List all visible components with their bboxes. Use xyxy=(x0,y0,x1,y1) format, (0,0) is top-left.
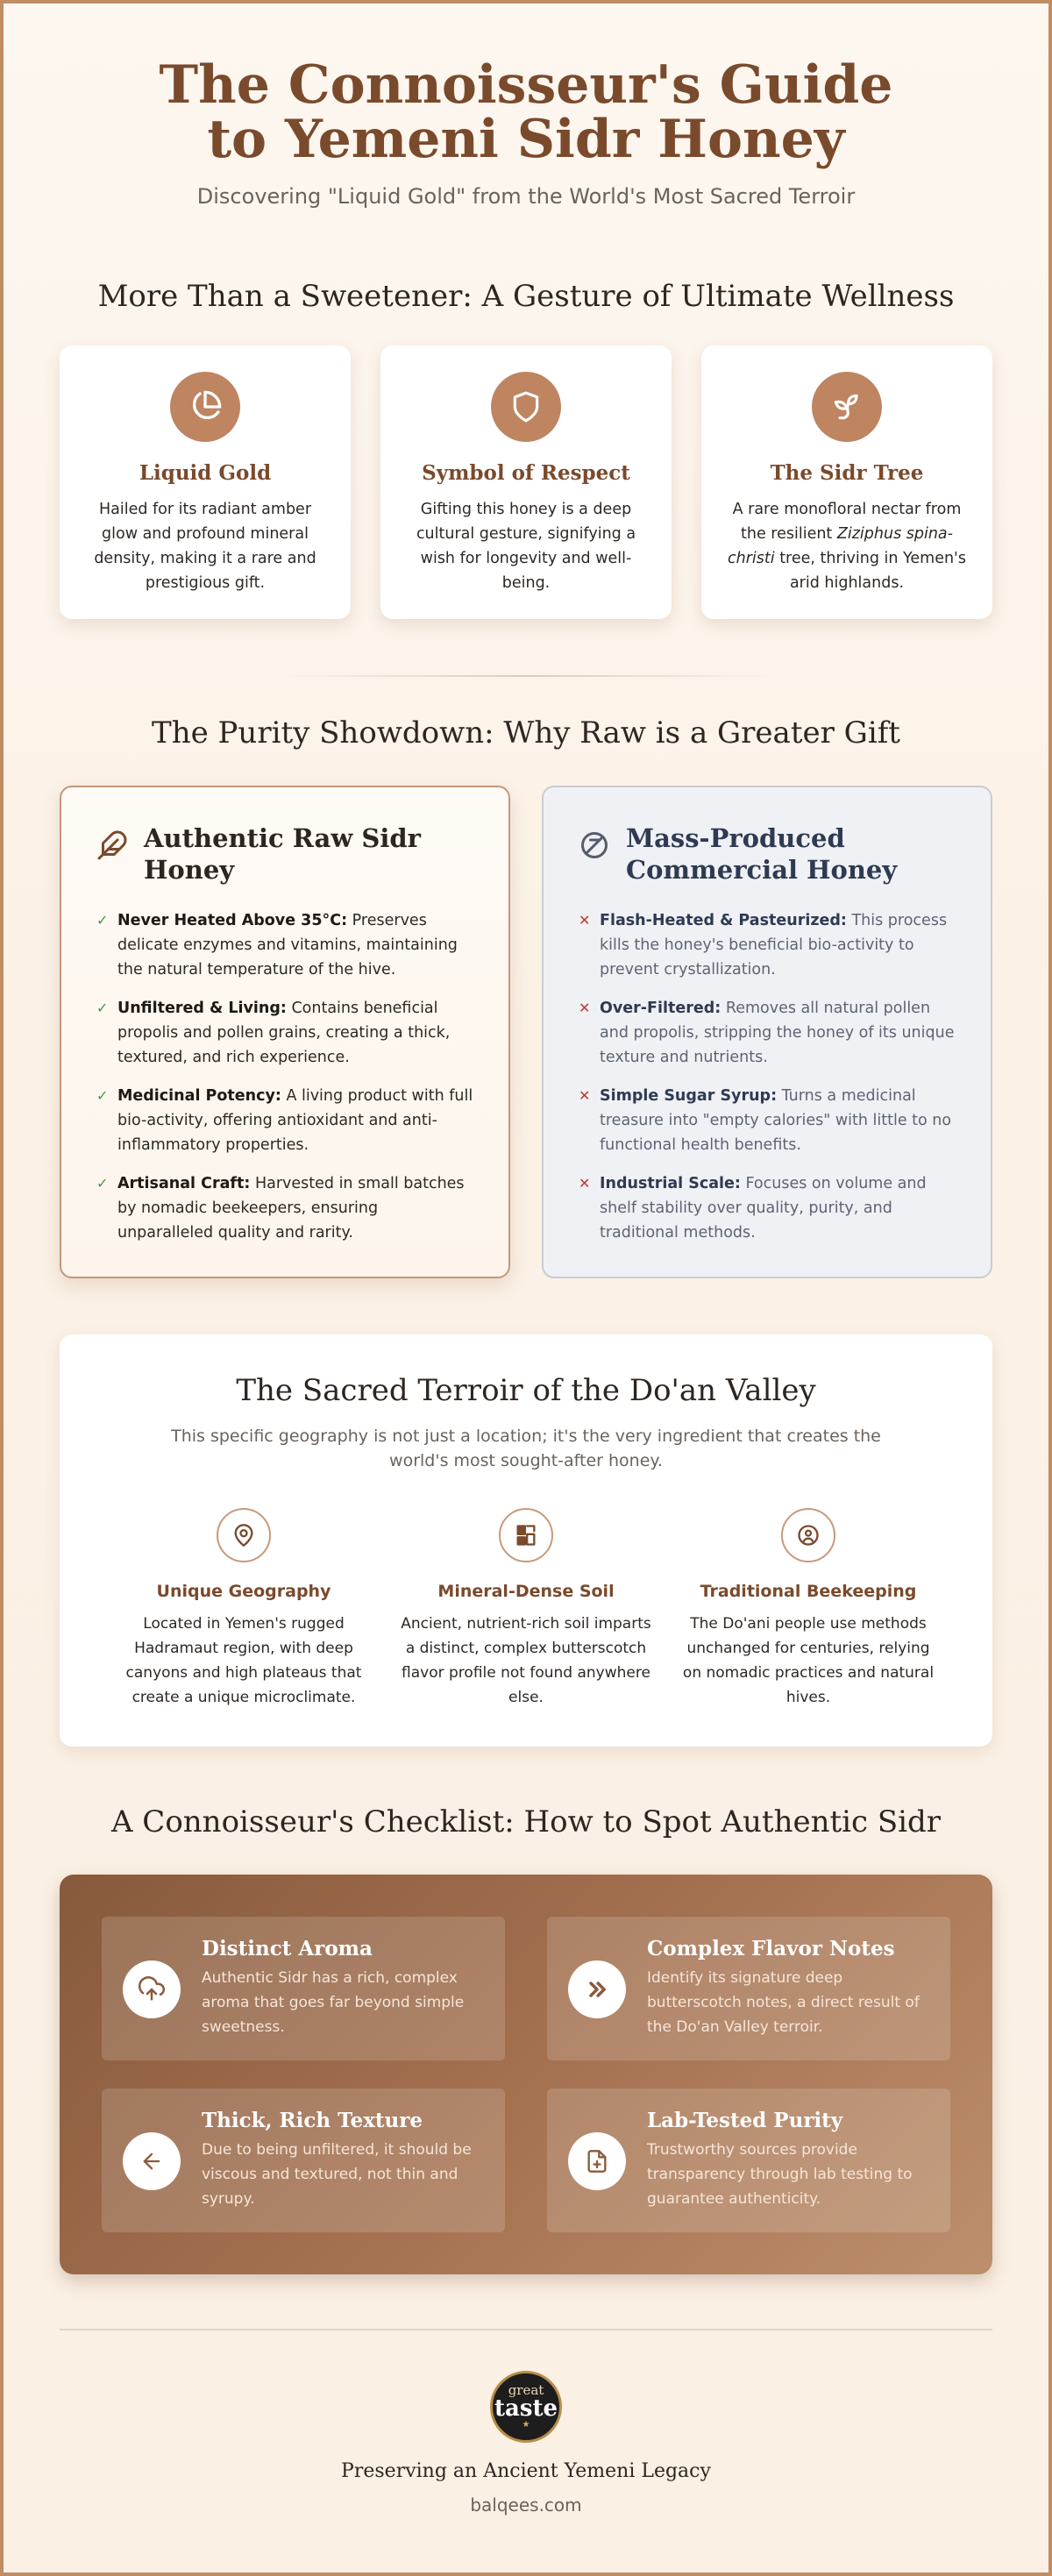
checklist-item-title: Thick, Rich Texture xyxy=(202,2109,423,2132)
map-pin-icon xyxy=(217,1508,271,1562)
card-title: The Sidr Tree xyxy=(770,461,924,485)
x-mark-icon: ✕ xyxy=(579,1175,591,1192)
purity-section-title: The Purity Showdown: Why Raw is a Greater Gift xyxy=(152,715,900,751)
double-chevron-right-icon xyxy=(568,1960,626,2018)
arrow-left-icon xyxy=(123,2132,181,2190)
checklist-panel xyxy=(60,1875,992,2274)
checklist-item-lab-tested xyxy=(547,2089,950,2232)
point-label: Artisanal Craft: xyxy=(117,1175,251,1192)
section-divider xyxy=(281,675,771,677)
point-text: This process kills the honey's beneficial bio-activity to prevent crystallization. xyxy=(600,912,948,978)
checklist-item-text: Trustworthy sources provide transparency through lab testing to guarantee authenticity. xyxy=(647,2141,913,2208)
list-item xyxy=(579,1084,959,1157)
list-item xyxy=(96,908,477,982)
checklist-item-aroma xyxy=(102,1917,505,2060)
checklist-item-flavor xyxy=(547,1917,950,2060)
purity-comparison xyxy=(60,786,992,1278)
list-item xyxy=(96,1171,477,1245)
checklist-item-title: Lab-Tested Purity xyxy=(647,2109,843,2132)
card-title: Liquid Gold xyxy=(139,461,272,485)
page-subtitle: Discovering "Liquid Gold" from the World's Most Sacred Terroir xyxy=(196,184,856,209)
card-text-part: A rare monofloral nectar from the resilient xyxy=(732,501,962,543)
page-title: The Connoisseur's Guide to Yemeni Sidr Honey xyxy=(159,54,893,170)
terroir-title: The Sacred Terroir of the Do'an Valley xyxy=(236,1373,816,1408)
terroir-section xyxy=(60,1334,992,1747)
checklist-item-texture xyxy=(102,2089,505,2232)
card-title: Symbol of Respect xyxy=(422,461,630,485)
badge-top-text: great xyxy=(508,2382,544,2398)
point-label: Industrial Scale: xyxy=(600,1175,741,1192)
wellness-cards xyxy=(60,345,992,619)
commercial-honey-panel xyxy=(542,786,992,1278)
x-mark-icon: ✕ xyxy=(579,1087,591,1104)
checklist-section-title: A Connoisseur's Checklist: How to Spot Authentic Sidr xyxy=(110,1804,942,1839)
point-label: Simple Sugar Syrup: xyxy=(600,1087,778,1105)
checklist-item-text: Due to being unfiltered, it should be viscous and textured, not thin and syrupy. xyxy=(202,2141,472,2208)
terroir-item-soil xyxy=(394,1508,658,1710)
terroir-item-title: Mineral-Dense Soil xyxy=(437,1582,615,1601)
point-text: A living product with full bio-activity, offering antioxidant and anti-inflammatory properties. xyxy=(117,1087,473,1154)
terroir-item-text: Ancient, nutrient-rich soil imparts a distinct, complex butterscotch flavor profile not found anywhere else. xyxy=(401,1615,651,1706)
footer-tagline: Preserving an Ancient Yemeni Legacy xyxy=(341,2460,711,2482)
terroir-item-text: The Do'ani people use methods unchanged for centuries, relying on nomadic practices and natural hives. xyxy=(682,1615,935,1706)
point-label: Never Heated Above 35°C: xyxy=(117,912,348,929)
terroir-item-text: Located in Yemen's rugged Hadramaut region, with deep canyons and high plateaus that create a unique microclimate. xyxy=(125,1615,362,1706)
beekeeper-icon xyxy=(781,1508,835,1562)
card-text xyxy=(726,497,968,595)
star-icon: ★ xyxy=(522,2420,530,2430)
point-label: Over-Filtered: xyxy=(600,1000,721,1017)
badge-main-text: taste xyxy=(494,2395,558,2422)
terroir-item-title: Unique Geography xyxy=(156,1582,331,1601)
footer xyxy=(60,2330,992,2516)
list-item xyxy=(579,908,959,982)
wellness-section-title: More Than a Sweetener: A Gesture of Ultimate Wellness xyxy=(97,279,955,314)
commercial-panel-title: Mass-Produced Commercial Honey xyxy=(626,823,898,885)
checklist-item-title: Complex Flavor Notes xyxy=(647,1937,895,1960)
check-icon: ✓ xyxy=(96,1000,109,1016)
checklist-item-title: Distinct Aroma xyxy=(202,1937,373,1960)
point-text: Turns a medicinal treasure into "empty calories" with little to no functional health benefits. xyxy=(600,1087,952,1154)
card-text: Gifting this honey is a deep cultural gesture, signifying a wish for longevity and well-being. xyxy=(416,501,636,592)
hero-header xyxy=(60,4,992,209)
point-label: Unfiltered & Living: xyxy=(117,1000,287,1017)
pie-chart-icon xyxy=(170,372,240,442)
terroir-lead: This specific geography is not just a location; it's the very ingredient that creates the world's most sought-after honey. xyxy=(171,1427,881,1470)
point-text: Removes all natural pollen and propolis, stripping the honey of its unique texture and nutrients. xyxy=(600,1000,955,1066)
point-text: Preserves delicate enzymes and vitamins, maintaining the natural temperature of the hive. xyxy=(117,912,458,978)
point-text: Contains beneficial propolis and pollen grains, creating a thick, textured, and rich experience. xyxy=(117,1000,451,1066)
terroir-item-geography xyxy=(112,1508,375,1710)
file-plus-icon xyxy=(568,2132,626,2190)
footer-site-link[interactable]: balqees.com xyxy=(470,2494,582,2516)
shield-icon xyxy=(491,372,561,442)
raw-panel-title: Authentic Raw Sidr Honey xyxy=(144,823,421,885)
checklist-item-text: Identify its signature deep butterscotch notes, a direct result of the Do'an Valley terroir. xyxy=(647,1969,920,2036)
list-item xyxy=(579,996,959,1070)
point-label: Flash-Heated & Pasteurized: xyxy=(600,912,847,929)
check-icon: ✓ xyxy=(96,912,109,929)
card-text: Hailed for its radiant amber glow and profound mineral density, making it a rare and prestigious gift. xyxy=(94,501,316,592)
cloud-upload-icon xyxy=(123,1960,181,2018)
feather-pen-icon xyxy=(96,829,128,865)
terroir-item-beekeeping xyxy=(677,1508,940,1710)
wellness-card-liquid-gold xyxy=(60,345,351,619)
wellness-card-sidr-tree xyxy=(701,345,992,619)
terroir-item-title: Traditional Beekeeping xyxy=(700,1582,917,1601)
commercial-points-list xyxy=(579,908,959,1245)
list-item xyxy=(96,996,477,1070)
point-text: Harvested in small batches by nomadic beekeepers, ensuring unparalleled quality and rarity. xyxy=(117,1175,465,1242)
x-mark-icon: ✕ xyxy=(579,1000,591,1016)
list-item xyxy=(579,1171,959,1245)
x-mark-icon: ✕ xyxy=(579,912,591,929)
checklist-item-text: Authentic Sidr has a rich, complex aroma that goes far beyond simple sweetness. xyxy=(202,1969,465,2036)
card-text-part: tree, thriving in Yemen's arid highlands. xyxy=(774,550,966,592)
botanical-name: Ziziphus spina-christi xyxy=(728,525,953,567)
sprout-icon xyxy=(812,372,882,442)
wellness-card-symbol-of-respect xyxy=(380,345,672,619)
check-icon: ✓ xyxy=(96,1087,109,1104)
raw-points-list xyxy=(96,908,477,1245)
point-text: Focuses on volume and shelf stability over quality, purity, and traditional methods. xyxy=(600,1175,927,1242)
soil-layers-icon xyxy=(499,1508,553,1562)
great-taste-badge xyxy=(490,2371,562,2443)
list-item xyxy=(96,1084,477,1157)
raw-honey-panel xyxy=(60,786,510,1278)
check-icon: ✓ xyxy=(96,1175,109,1192)
point-label: Medicinal Potency: xyxy=(117,1087,281,1105)
cancelled-circle-icon xyxy=(579,829,610,865)
